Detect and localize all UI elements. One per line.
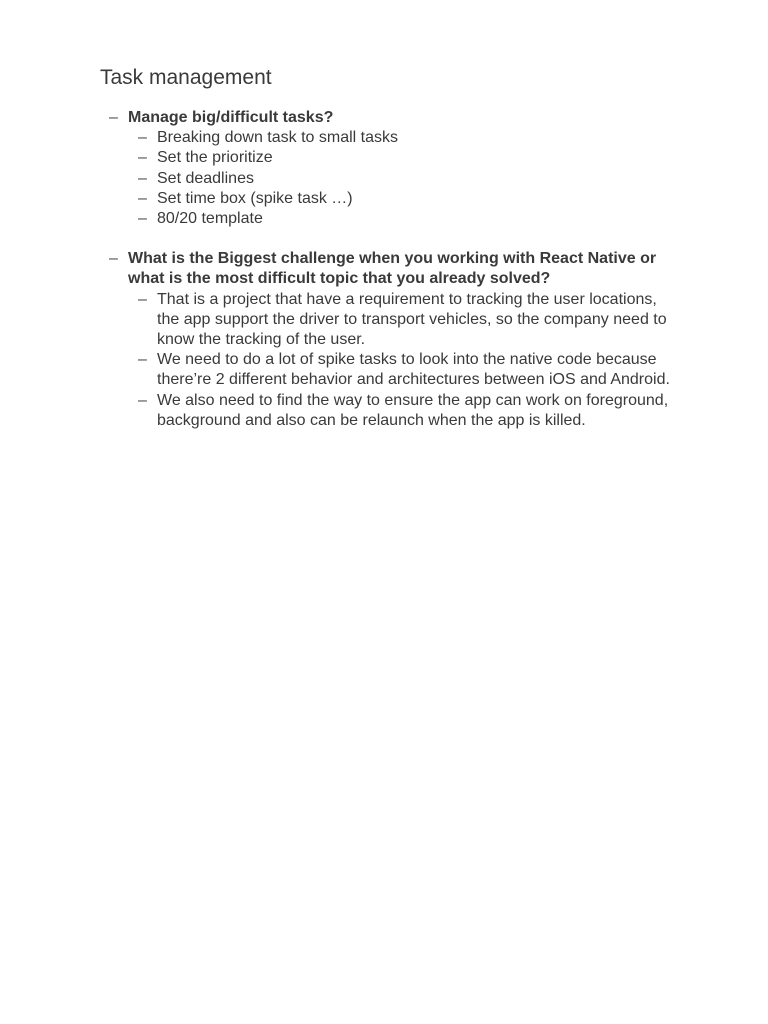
list-item xyxy=(128,209,676,229)
list-dash: – xyxy=(138,290,147,308)
list-item-text: Set the prioritize xyxy=(157,149,273,167)
list-item xyxy=(128,169,676,189)
topic-item-manage-tasks xyxy=(100,108,676,229)
list-dash: – xyxy=(138,391,147,409)
list-dash: – xyxy=(109,109,118,126)
list-item-text: Breaking down task to small tasks xyxy=(157,129,398,147)
list-item-text: Set time box (spike task …) xyxy=(157,189,353,207)
list-dash: – xyxy=(138,169,147,187)
list-item xyxy=(128,290,676,351)
list-dash: – xyxy=(138,129,147,147)
list-dash: – xyxy=(138,189,147,207)
list-dash: – xyxy=(138,149,147,167)
list-item-text: We need to do a lot of spike tasks to look into the native code because there’re 2 different behavior and architectures between iOS and Android. xyxy=(157,351,670,389)
topic-list xyxy=(100,108,676,431)
list-item xyxy=(128,350,676,390)
list-item xyxy=(128,148,676,168)
list-item xyxy=(128,391,676,431)
list-item-text: That is a project that have a requirement to tracking the user locations, the app support the driver to transport vehicles, so the company need to know the tracking of the user. xyxy=(157,290,667,349)
sub-list xyxy=(128,128,676,229)
list-item-text: We also need to find the way to ensure the app can work on foreground, background and also can be relaunch when the app is killed. xyxy=(157,391,669,429)
page-title: Task management xyxy=(100,66,272,89)
list-item xyxy=(128,189,676,209)
list-item-text: Set deadlines xyxy=(157,169,254,187)
list-dash: – xyxy=(109,250,118,268)
topic-heading: What is the Biggest challenge when you working with React Native or what is the most difficult topic that you already solved? xyxy=(128,250,657,288)
list-item-text: 80/20 template xyxy=(157,210,263,228)
topic-item-react-native-challenge xyxy=(100,249,676,431)
list-dash: – xyxy=(138,210,147,228)
sub-list xyxy=(128,290,676,431)
list-dash: – xyxy=(138,351,147,369)
list-item xyxy=(128,128,676,148)
topic-heading: Manage big/difficult tasks? xyxy=(128,109,334,126)
